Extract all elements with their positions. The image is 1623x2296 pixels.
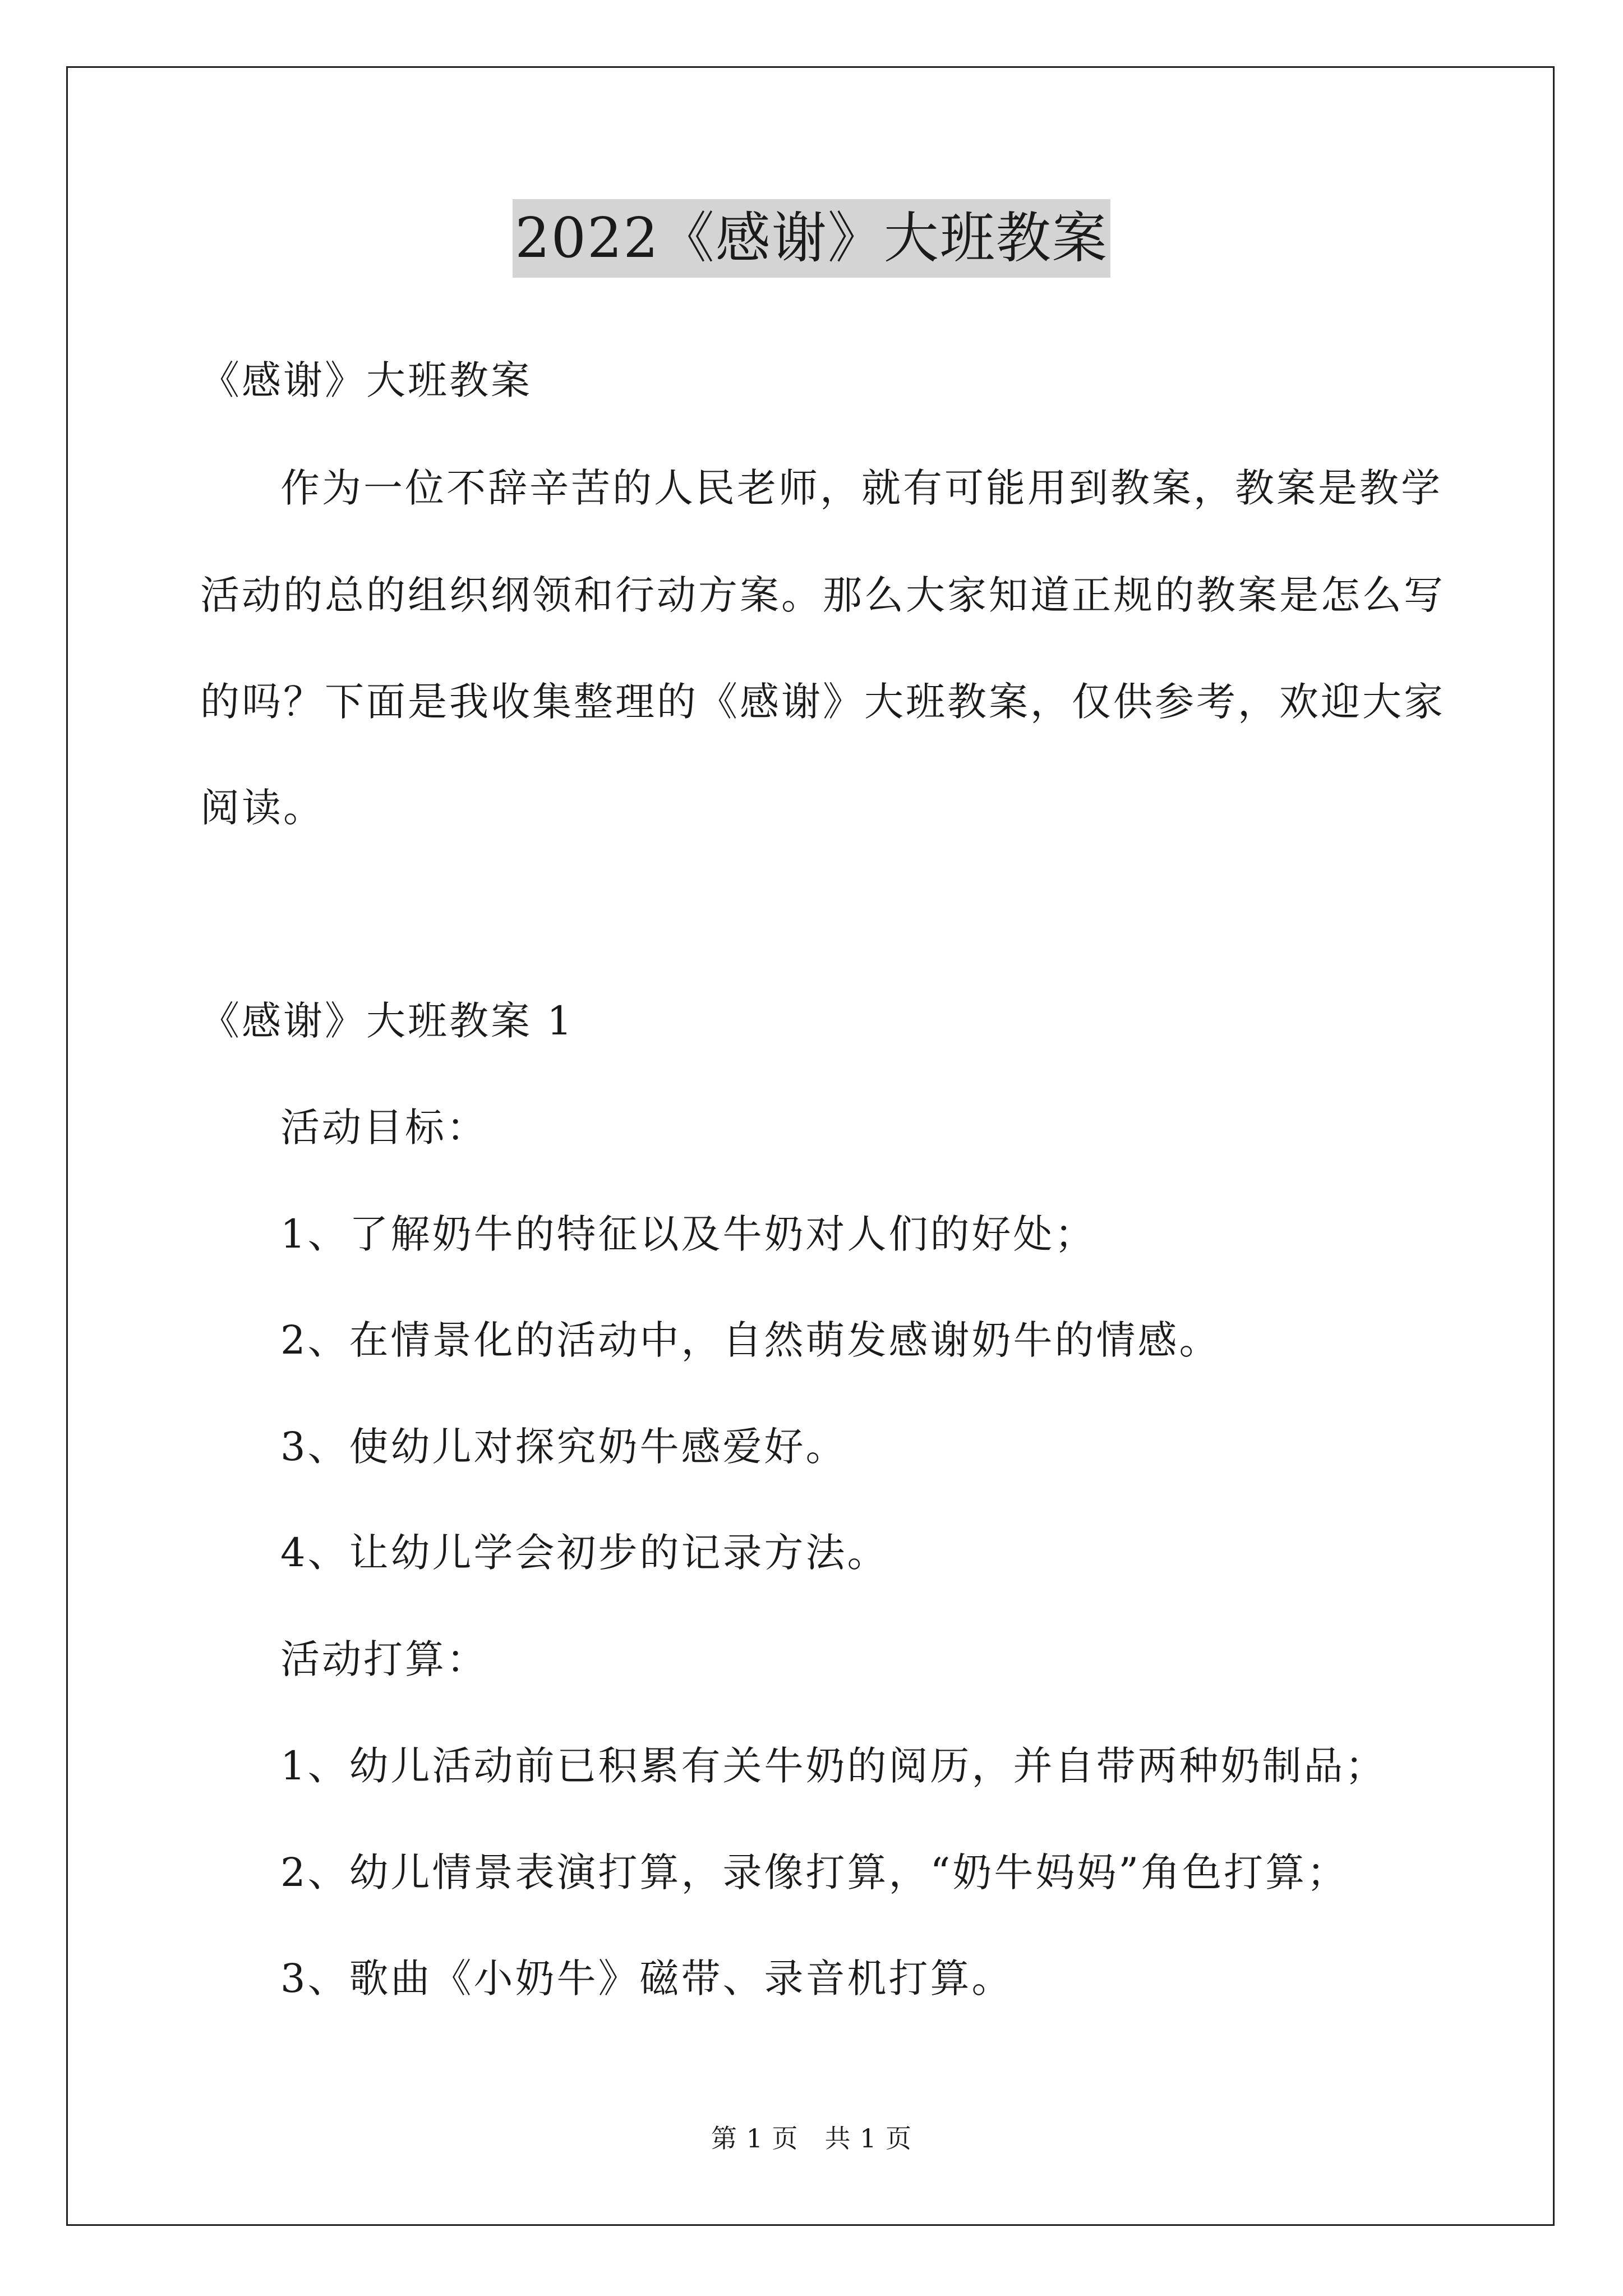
prep-item: 2、幼儿情景表演打算，录像打算，“奶牛妈妈”角色打算； — [280, 1849, 1349, 1895]
intro-line-2: 活动的总的组织纲领和行动方案。那么大家知道正规的教案是怎么写 — [200, 572, 1445, 618]
intro-line-3: 的吗？下面是我收集整理的《感谢》大班教案，仅供参考，欢迎大家 — [200, 679, 1445, 725]
prep-item: 3、歌曲《小奶牛》磁带、录音机打算。 — [280, 1955, 1013, 2001]
goal-item: 4、让幼儿学会初步的记录方法。 — [280, 1530, 889, 1576]
prep-heading: 活动打算： — [280, 1636, 488, 1682]
section-heading: 《感谢》大班教案 1 — [200, 998, 574, 1044]
goal-item: 2、在情景化的活动中，自然萌发感谢奶牛的情感。 — [280, 1317, 1221, 1363]
title-container — [0, 199, 1623, 278]
goal-item: 1、了解奶牛的特征以及牛奶对人们的好处； — [280, 1211, 1096, 1257]
prep-item: 1、幼儿活动前已积累有关牛奶的阅历，并自带两种奶制品； — [280, 1743, 1387, 1789]
document-title: 2022《感谢》大班教案 — [513, 199, 1110, 278]
goal-item: 3、使幼儿对探究奶牛感爱好。 — [280, 1424, 847, 1470]
intro-line-1: 作为一位不辞辛苦的人民老师，就有可能用到教案，教案是教学 — [280, 465, 1442, 511]
goals-heading: 活动目标： — [280, 1105, 488, 1151]
document-subtitle: 《感谢》大班教案 — [200, 357, 532, 403]
page-footer: 第 1 页 共 1 页 — [711, 2123, 912, 2154]
intro-line-4: 阅读。 — [200, 785, 325, 831]
